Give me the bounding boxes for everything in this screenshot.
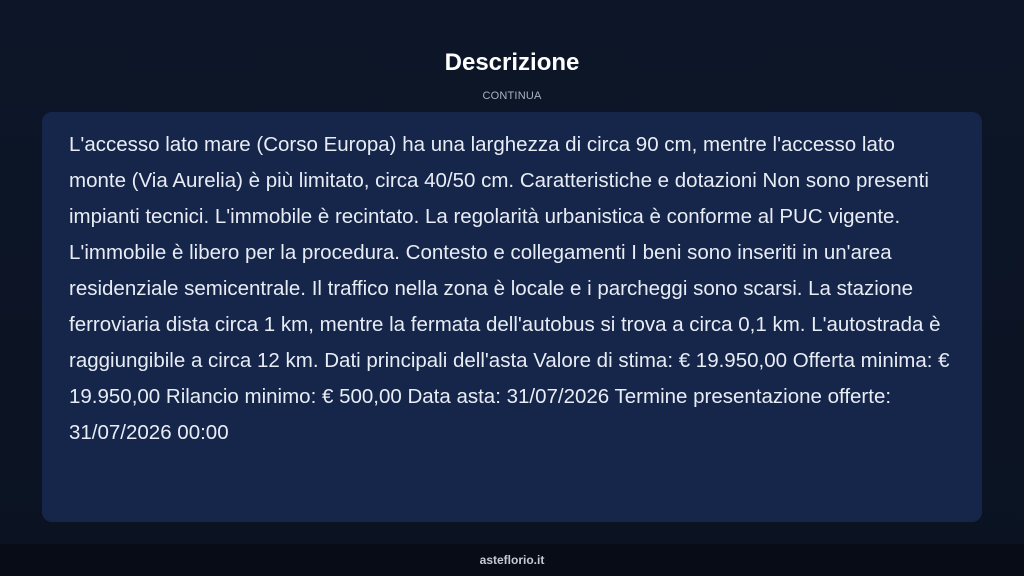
continue-label: CONTINUA [482, 90, 542, 102]
description-text: L'accesso lato mare (Corso Europa) ha una larghezza di circa 90 cm, mentre l'accesso lato monte (Via Aurelia) è più limitato, circa 40/50 cm. Caratteristiche e dotazioni Non sono presenti impianti tecnici. L'immobile è recintato. La regolarità urbanistica è conforme al PUC vigente. L'immobile è libero per la procedura. Contesto e collegamenti I beni sono inseriti in un'area residenziale semicentrale. Il traffico nella zona è locale e i parcheggi sono scarsi. La stazione ferroviaria dista circa 1 km, mentre la fermata dell'autobus si trova a circa 0,1 km. L'autostrada è raggiungibile a circa 12 km. Dati principali dell'asta Valore di stima: € 19.950,00 Offerta minima: € 19.950,00 Rilancio minimo: € 500,00 Data asta: 31/07/2026 Termine presentazione offerte: 31/07/2026 00:00 [69, 133, 950, 444]
footer-bar [0, 544, 1024, 576]
description-card [42, 112, 982, 522]
page-title: Descrizione [444, 49, 580, 76]
site-name: asteflorio.it [479, 553, 545, 567]
